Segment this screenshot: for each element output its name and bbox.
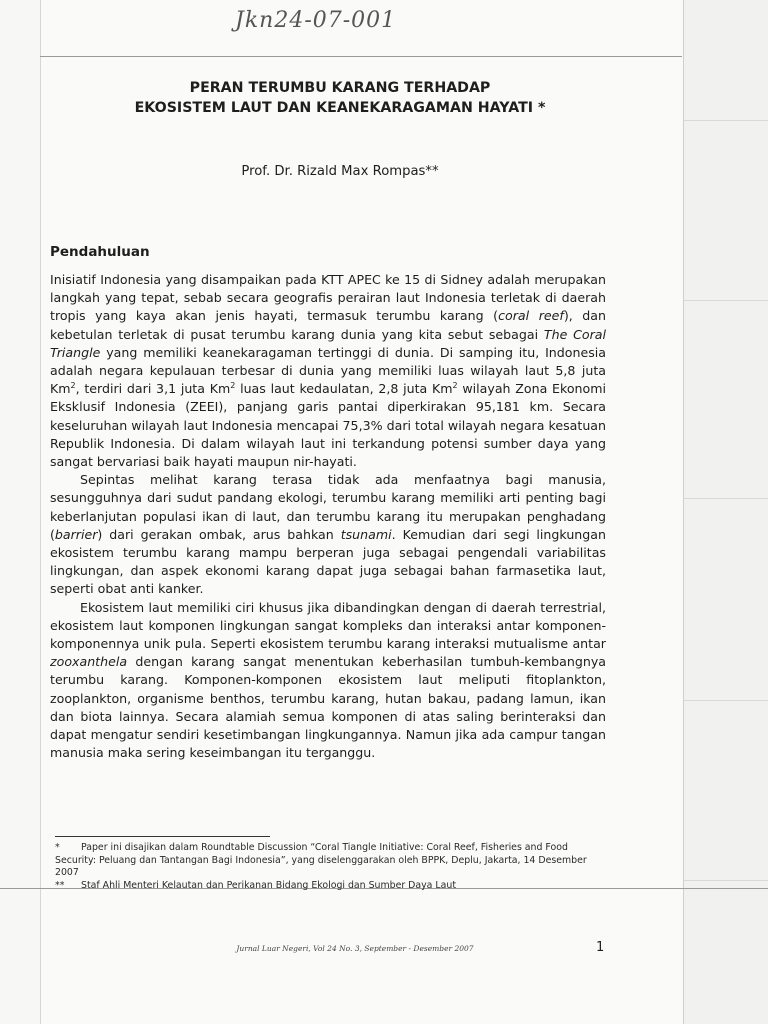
journal-footer: Jurnal Luar Negeri, Vol 24 No. 3, September - Desember 2007	[236, 944, 474, 953]
footnote-rule	[55, 836, 270, 837]
adjacent-page-strip	[682, 0, 768, 1024]
header-rule	[40, 56, 682, 57]
title-line-2: EKOSISTEM LAUT DAN KEANEKARAGAMAN HAYATI *	[134, 100, 546, 116]
title-line-1: PERAN TERUMBU KARANG TERHADAP	[189, 80, 491, 96]
footnote-2: ** Staf Ahli Menteri Kelautan dan Perikanan Bidang Ekologi dan Sumber Daya Laut	[55, 879, 456, 891]
paragraph-1: Inisiatif Indonesia yang disampaikan pada KTT APEC ke 15 di Sidney adalah merupakan langkah yang tepat, sebab secara geografis perairan laut Indonesia terletak di daerah tropis yang kaya akan jenis hayati, termasuk terumbu karang (coral reef), dan kebetulan terletak di pusat terumbu karang dunia yang kita sebut sebagai The Coral Triangle yang memiliki keanekaragaman tertinggi di dunia. Di samping itu, Indonesia adalah negara kepulauan terbesar di dunia yang memiliki luas wilayah laut 5,8 juta Km$^2$, terdiri dari 3,1 juta Km$^2$ luas laut kedaulatan, 2,8 juta Km$^2$ wilayah Zona Ekonomi Eksklusif Indonesia (ZEEI), panjang garis pantai diperkirakan 95,181 km. Secara keseluruhan wilayah laut Indonesia mencapai 75,3% dari total wilayah negara kesatuan Republik Indonesia. Di dalam wilayah laut ini terkandung potensi sumber daya yang sangat bervariasi baik hayati maupun nir-hayati.	[50, 272, 606, 470]
footnote-1: * Paper ini disajikan dalam Roundtable Discussion “Coral Tiangle Initiative: Coral Reef, Fisheries and Food Security: Peluang dan Tantangan Bagi Indonesia”, yang diselenggarakan oleh BPPK, Deplu, Jakarta, 14 Desember 2007	[55, 842, 587, 879]
section-heading: Pendahuluan	[50, 244, 150, 260]
body-text	[50, 271, 606, 762]
footnotes	[55, 842, 607, 892]
paragraph-3: Ekosistem laut memiliki ciri khusus jika dibandingkan dengan di daerah terrestrial, ekosistem laut komponen lingkungan sangat kompleks dan interaksi antar komponen-komponennya unik pula. Seperti ekosistem terumbu karang interaksi mutualisme antar zooxanthela dengan karang sangat menentukan keberhasilan tumbuh-kembangnya terumbu karang. Komponen-komponen ekosistem laut meliputi fitoplankton, zooplankton, organisme benthos, terumbu karang, hutan bakau, padang lamun, ikan dan biota lainnya. Secara alamiah semua komponen di atas saling berinteraksi dan dapat mengatur sendiri kesetimbangan lingkungannya. Namun jika ada campur tangan manusia maka sering keseimbangan itu terganggu.	[50, 599, 606, 761]
author-line: Prof. Dr. Rizald Max Rompas**	[241, 164, 439, 179]
handwritten-note: Jkn24-07-001	[235, 8, 397, 33]
page-number: 1	[596, 940, 605, 955]
document-title	[70, 78, 610, 118]
paragraph-2: Sepintas melihat karang terasa tidak ada menfaatnya bagi manusia, sesungguhnya dari sudut pandang ekologi, terumbu karang memiliki arti penting bagi keberlanjutan populasi ikan di laut, dan terumbu karang itu merupakan penghadang (barrier) dari gerakan ombak, arus bahkan tsunami. Kemudian dari segi lingkungan ekosistem terumbu karang mampu berperan juga sebagai pengendali variabilitas lingkungan, dan aspek ekonomi karang dapat juga sebagai bahan farmasetika laut, seperti obat anti kanker.	[50, 472, 606, 597]
